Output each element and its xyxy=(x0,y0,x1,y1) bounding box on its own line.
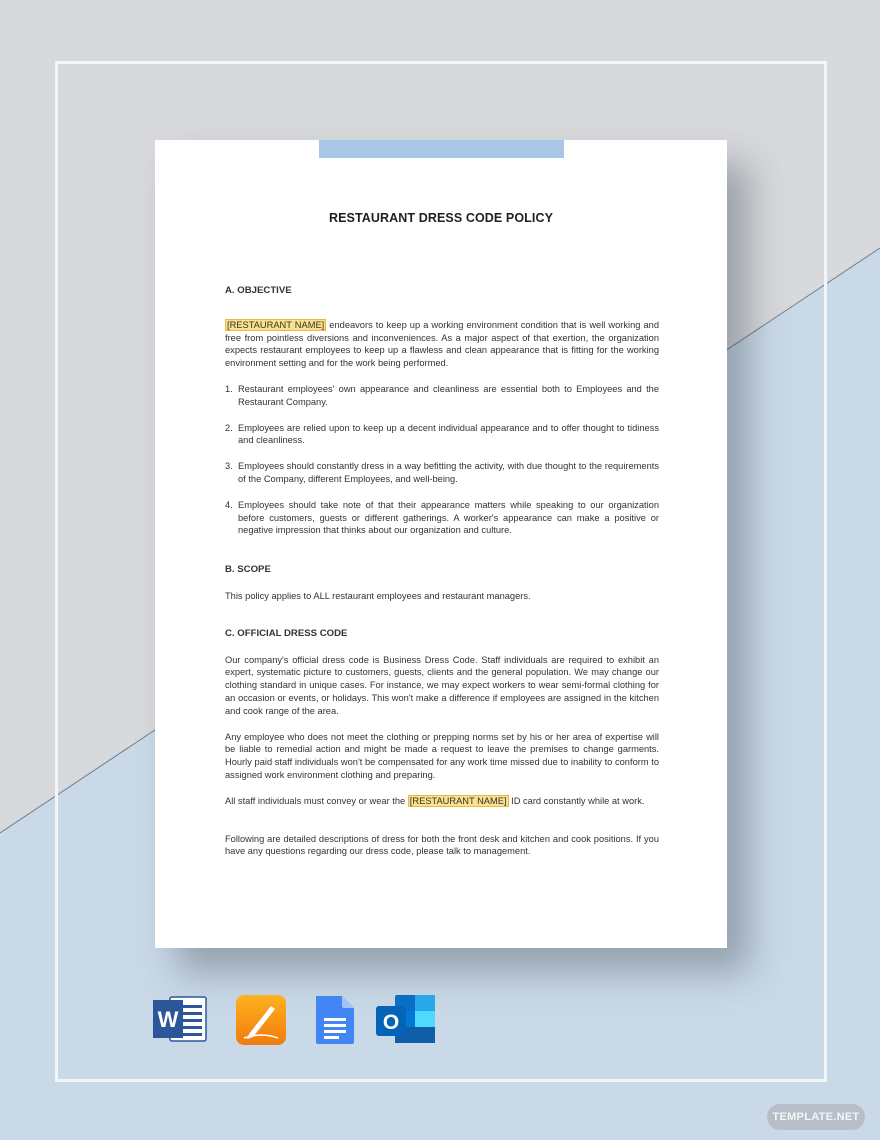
id-card-paragraph xyxy=(225,795,659,808)
scope-text: This policy applies to ALL restaurant employees and restaurant managers. xyxy=(225,590,531,601)
list-item-number: 3. xyxy=(225,461,233,472)
section-heading-dress-code: C. OFFICIAL DRESS CODE xyxy=(225,627,348,639)
restaurant-name-placeholder: [RESTAURANT NAME] xyxy=(409,795,507,806)
list-item-number: 4. xyxy=(225,499,233,510)
word-icon[interactable] xyxy=(152,994,208,1044)
objective-intro-text: endeavors to keep up a working environment condition that is well working and free from pointless diversions and inconveniences. As a major aspect of that exertion, the organization expects restaurant employees to keep up a flawless and clean appearance that is fitting for the working environment setting and for the work being performed. xyxy=(225,319,659,369)
outlook-icon[interactable] xyxy=(375,994,437,1046)
watermark-badge: TEMPLATE.NET xyxy=(767,1104,865,1130)
list-item xyxy=(225,422,659,448)
list-item-number: 1. xyxy=(225,383,233,394)
pages-icon[interactable] xyxy=(235,994,287,1046)
list-item-number: 2. xyxy=(225,422,233,433)
section-heading-scope: B. SCOPE xyxy=(225,564,271,576)
list-item xyxy=(225,499,659,537)
objective-intro xyxy=(225,319,659,370)
google-docs-icon[interactable] xyxy=(314,994,356,1046)
section-heading-objective: A. OBJECTIVE xyxy=(225,285,292,296)
list-item-text: Employees should take note of that their appearance matters while speaking to our organization before customers, guests or different gatherings. A worker's appearance can make a positive or negative impression that thinks about our organization and culture. xyxy=(238,499,659,536)
word-icon-letter: W xyxy=(157,1007,179,1032)
page-tab xyxy=(319,140,564,158)
restaurant-name-placeholder: [RESTAURANT NAME] xyxy=(227,319,325,330)
dress-code-paragraph: Following are detailed descriptions of dress for both the front desk and kitchen and cook positions. If you have any questions regarding our dress code, please talk to management. xyxy=(225,833,659,857)
dress-code-paragraph: Any employee who does not meet the clothing or prepping norms set by his or her area of expertise will be liable to remedial action and might be made a request to leave the premises to change garments. Hourly paid staff individuals won't be compensated for any work time missed due to inability to conform to assigned work environment clothing and preparing. xyxy=(225,731,659,780)
list-item xyxy=(225,383,659,409)
document-body xyxy=(225,285,659,858)
id-card-text-after: ID card constantly while at work. xyxy=(508,795,645,806)
id-card-text-before: All staff individuals must convey or wear the xyxy=(225,795,408,806)
dress-code-paragraph: Our company's official dress code is Business Dress Code. Staff individuals are required to exhibit an expert, systematic picture to customers, guests, clients and the general population. We may change our clothing standard in unique cases. For instance, we may expect workers to wear semi-formal clothing for an occasion or events, or holidays. This won't make a difference if employees are assigned in the kitchen and cook range of the area. xyxy=(225,654,659,716)
list-item xyxy=(225,460,659,486)
outlook-icon-letter: O xyxy=(382,1011,400,1034)
document-page xyxy=(155,140,727,948)
list-item-text: Employees should constantly dress in a way befitting the activity, with due thought to the requirements of the Company, different Employees, and well-being. xyxy=(238,461,659,484)
list-item-text: Restaurant employees' own appearance and cleanliness are essential both to Employees and the Restaurant Company. xyxy=(238,383,659,407)
document-title: RESTAURANT DRESS CODE POLICY xyxy=(328,211,554,225)
list-item-text: Employees are relied upon to keep up a decent individual appearance and to offer thought to tidiness and cleanliness. xyxy=(238,422,659,446)
